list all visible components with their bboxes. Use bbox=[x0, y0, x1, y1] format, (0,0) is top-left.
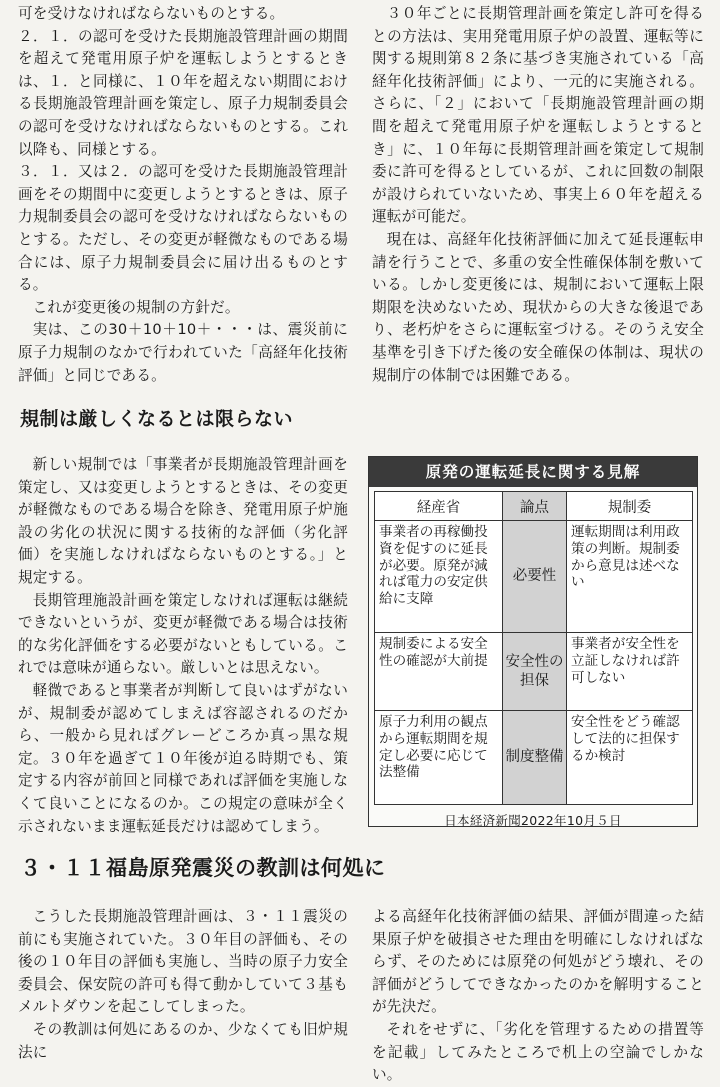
bottom-right-column bbox=[372, 906, 704, 1087]
paragraph: ３．１．又は２．の認可を受けた長期施設管理計画をその期間中に変更しようとするときは、原子力規制委員会の認可を受けなければならないものとする。ただし、その変更が軽微なものである場合には、原子力規制委員会に届け出るものとする。 bbox=[18, 163, 348, 294]
paragraph: ２．１．の認可を受けた長期施設管理計画の期間を超えて発電用原子炉を運転しようとするときは、１．と同様に、１０年を超えない期間における長期施設管理計画を策定し、原子力規制委員会の認可を受けなければならないものとする。これ以降も、同様とする。 bbox=[18, 27, 348, 158]
paragraph: 現在は、高経年化技術評価に加えて延長運転申請を行うことで、多重の安全性確保体制を敷いている。しかし変更後には、規制において運転上限期限を決めないため、現状からの大きな後退であり、老朽炉をさらに運転室づける。そのうえ安全基準を引き下げた後の安全確保の体制は、現状の規制庁の体制では困難である。 bbox=[372, 230, 704, 384]
table-title: 原発の運転延長に関する見解 bbox=[369, 457, 697, 487]
cell-issue: 必要性 bbox=[503, 521, 567, 633]
table-header-row bbox=[375, 492, 693, 521]
middle-left-column bbox=[18, 454, 348, 838]
top-right-column bbox=[372, 3, 704, 387]
cell-issue: 安全性の担保 bbox=[503, 633, 567, 711]
cell-nra: 安全性をどう確認して法的に担保するか検討 bbox=[567, 711, 693, 805]
paragraph: それをせずに、「劣化を管理するための措置等を記載」してみたところで机上の空論でしかない。 bbox=[372, 1020, 704, 1084]
top-left-column bbox=[18, 3, 348, 387]
cell-nra: 運転期間は利用政策の判断。規制委から意見は述べない bbox=[567, 521, 693, 633]
paragraph: これが変更後の規制の方針だ。 bbox=[32, 298, 240, 316]
paragraph: 実は、この30＋10＋10＋・・・は、震災前に原子力規制のなかで行われていた「高経年化技術評価」と同じである。 bbox=[18, 321, 348, 384]
table-row bbox=[375, 633, 693, 711]
table-source: 日本経済新聞2022年10月５日 bbox=[444, 813, 622, 828]
cell-nra: 事業者が安全性を立証しなければ許可しない bbox=[567, 633, 693, 711]
bottom-left-column bbox=[18, 906, 348, 1064]
paragraph: その教訓は何処にあるのか、少なくても旧炉規法に bbox=[18, 1020, 348, 1061]
paragraph: 新しい規制では「事業者が長期施設管理計画を策定し、又は変更しようとするときは、その変更が軽微なものである場合を除き、発電用原子炉施設の劣化の状況に関する技術的な評価（劣化評価）を実施しなければならないものとする。」と規定する。 bbox=[18, 456, 348, 586]
comparison-table bbox=[374, 491, 693, 805]
cell-issue: 制度整備 bbox=[503, 711, 567, 805]
table-row bbox=[375, 711, 693, 805]
paragraph: 可を受けなければならないものとする。 bbox=[18, 5, 285, 22]
cell-meti: 事業者の再稼働投資を促すのに延長が必要。原発が減れば電力の安定供給に支障 bbox=[375, 521, 503, 633]
section-heading: ３・１１福島原発震災の教訓は何処に bbox=[20, 856, 386, 880]
cell-meti: 規制委による安全性の確認が大前提 bbox=[375, 633, 503, 711]
paragraph: 長期管理施設計画を策定しなければ運転は継続できないというが、変更が軽微である場合は技術的な劣化評価をする必要がないともしている。これでは意味が通らない。厳しいとは思えない。 bbox=[18, 591, 348, 677]
section-heading: 規制は厳しくなるとは限らない bbox=[20, 408, 294, 430]
paragraph: よる高経年化技術評価の結果、評価が間違った結果原子炉を破損させた理由を明確にしなければならず、そのためには原発の何処がどう壊れ、その評価がどうしてできなかったのかを解明することが先決だ。 bbox=[372, 908, 704, 1016]
column-header-issue: 論点 bbox=[503, 492, 567, 521]
paragraph: 軽微であると事業者が判断して良いはずがないが、規制委が認めてしまえば容認されるのだから、一般から見ればグレーどころか真っ黒な規定。３０年を過ぎて１０年後が迫る時期でも、策定する内容が前回と同様であれば評価を実施しなくて良いことになるのか。この規定の意味が全く示されないまま運転延長だけは認めてしまう。 bbox=[18, 681, 348, 835]
cell-meti: 原子力利用の観点から運転期間を規定し必要に応じて法整備 bbox=[375, 711, 503, 805]
column-header-nra: 規制委 bbox=[567, 492, 693, 521]
comparison-table-box bbox=[368, 456, 698, 827]
paragraph: ３０年ごとに長期管理計画を策定し許可を得るとの方法は、実用発電用原子炉の設置、運転等に関する規則第８２条に基づき実施されている「高経年化技術評価」により、一元的に実施される。さらに、「２」において「長期施設管理計画の期間を超えて発電用原子炉を運転しようとするとき」に、１０年毎に長期管理計画を策定して規制委に許可を得るとしているが、これに回数の制限が設けられていないため、事実上６０年を超える運転が可能だ。 bbox=[372, 5, 704, 226]
column-header-meti: 経産省 bbox=[375, 492, 503, 521]
table-row bbox=[375, 521, 693, 633]
paragraph: こうした長期施設管理計画は、３・１１震災の前にも実施されていた。３０年目の評価も、その後の１０年目の評価も実施し、当時の原子力安全委員会、保安院の許可も得て動かしていて３基もメルトダウンを起こしてしまった。 bbox=[18, 908, 348, 1016]
